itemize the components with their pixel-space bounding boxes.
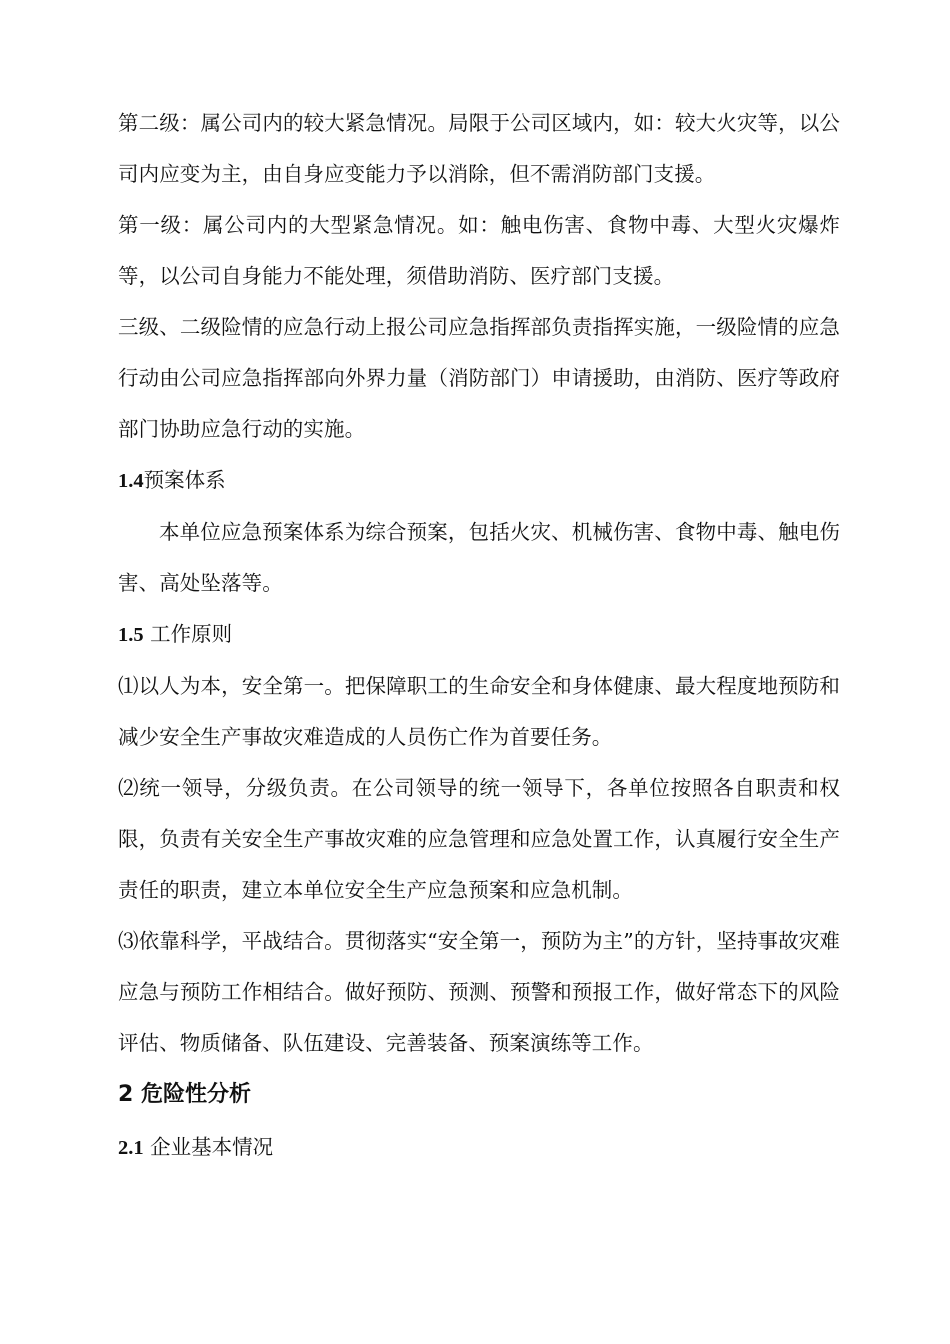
heading-1-4-number: 1.4 <box>118 470 144 492</box>
principle-item-2: ⑵统一领导，分级负责。在公司领导的统一领导下，各单位按照各自职责和权限，负责有关安全生产事故灾难的应急管理和应急处置工作，认真履行安全生产责任的职责，建立本单位安全生产应急预案和应急机制。 <box>118 776 840 902</box>
heading-1-5 <box>118 609 840 661</box>
paragraph-level-one: 第一级：属公司内的大型紧急情况。如：触电伤害、食物中毒、大型火灾爆炸等，以公司自身能力不能处理，须借助消防、医疗部门支援。 <box>118 213 840 288</box>
heading-1-5-number: 1.5 <box>118 624 144 646</box>
document-page <box>118 98 840 1174</box>
heading-2-1 <box>118 1122 840 1174</box>
heading-1-4-title: 预案体系 <box>143 468 226 492</box>
heading-2-risk-analysis: 2 危险性分析 <box>118 1082 251 1107</box>
principle-item-1: ⑴以人为本，安全第一。把保障职工的生命安全和身体健康、最大程度地预防和减少安全生产事故灾难造成的人员伤亡作为首要任务。 <box>118 674 840 749</box>
principle-item-3: ⑶依靠科学，平战结合。贯彻落实“安全第一，预防为主”的方针，坚持事故灾难应急与预防工作相结合。做好预防、预测、预警和预报工作，做好常态下的风险评估、物质储备、队伍建设、完善装备、预案演练等工作。 <box>118 929 840 1055</box>
heading-1-4 <box>118 455 840 507</box>
heading-2-1-title: 企业基本情况 <box>143 1135 274 1159</box>
paragraph-response-reporting: 三级、二级险情的应急行动上报公司应急指挥部负责指挥实施，一级险情的应急行动由公司应急指挥部向外界力量（消防部门）申请援助，由消防、医疗等政府部门协助应急行动的实施。 <box>118 315 840 441</box>
paragraph-level-two: 第二级：属公司内的较大紧急情况。局限于公司区域内，如：较大火灾等，以公司内应变为主，由自身应变能力予以消除，但不需消防部门支援。 <box>118 111 840 186</box>
paragraph-plan-system: 本单位应急预案体系为综合预案，包括火灾、机械伤害、食物中毒、触电伤害、高处坠落等。 <box>118 520 840 595</box>
heading-1-5-title: 工作原则 <box>143 622 233 646</box>
heading-2-1-number: 2.1 <box>118 1137 144 1159</box>
